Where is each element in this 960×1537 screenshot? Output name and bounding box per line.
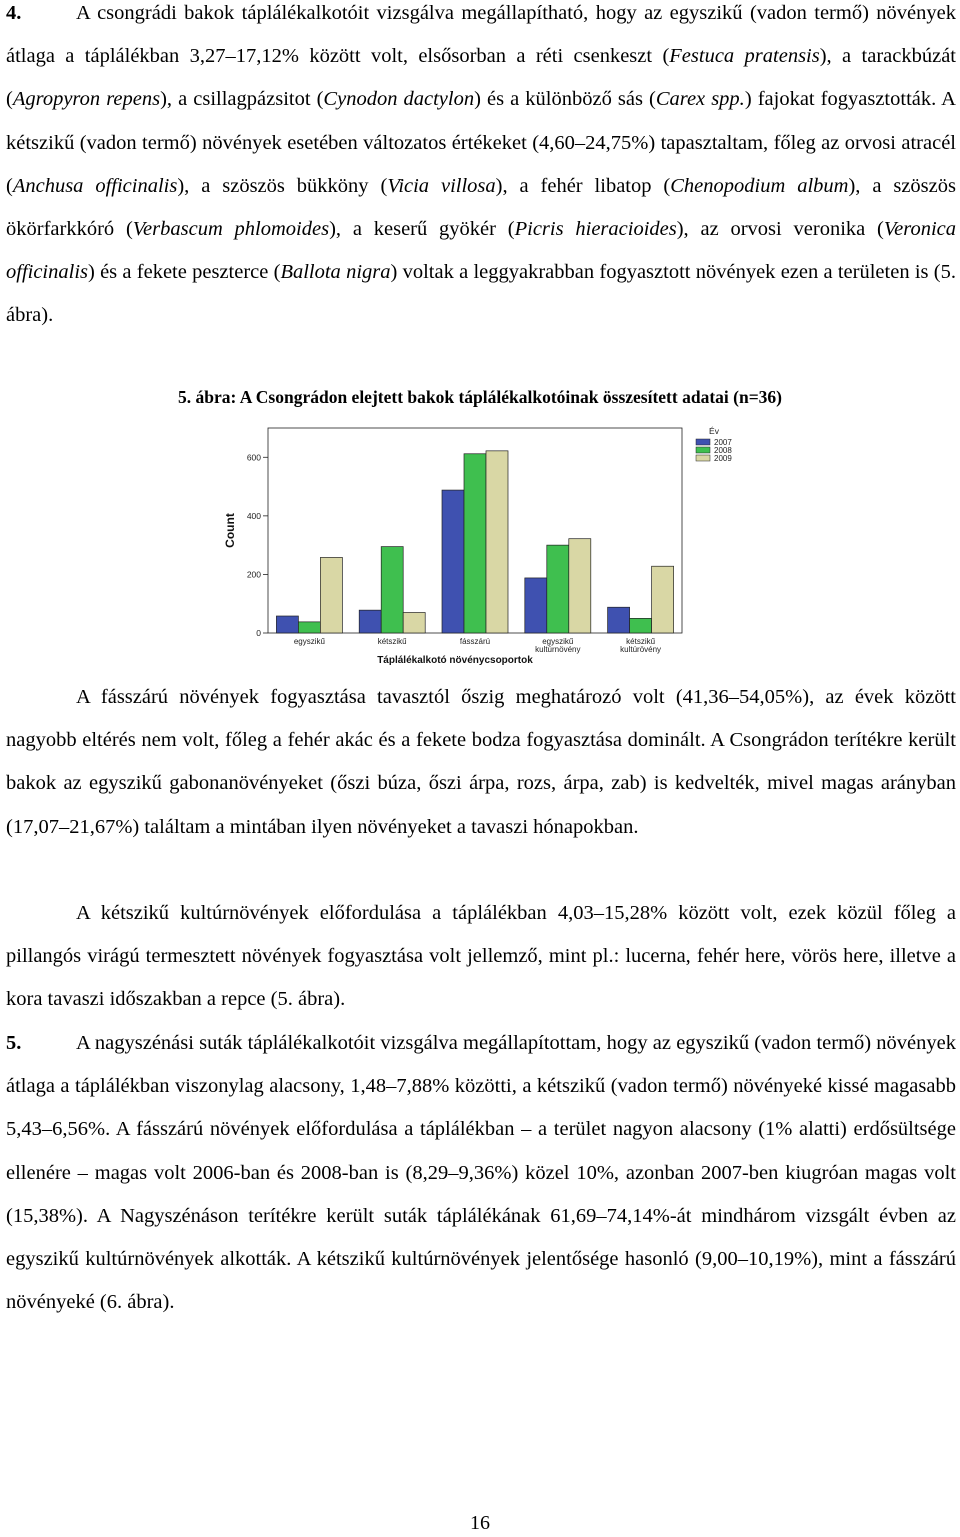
bar	[547, 545, 569, 633]
bar	[608, 607, 630, 633]
x-tick-label: kultúrövény	[620, 645, 662, 654]
x-axis-label: Táplálékalkotó növénycsoportok	[377, 655, 533, 666]
paragraph-body	[6, 2, 956, 326]
bar	[381, 547, 403, 633]
text-run: ), a csillagpázsitot (	[160, 88, 324, 111]
bar	[442, 490, 464, 633]
y-tick-label: 0	[256, 628, 261, 638]
x-tick-label: kétszikű	[377, 637, 407, 646]
species-name: Festuca pratensis	[669, 45, 820, 68]
y-tick-label: 200	[246, 569, 261, 580]
text-run: ) és a különböző sás (	[474, 88, 656, 111]
figure-caption: 5. ábra: A Csongrádon elejtett bakok táplálékalkotóinak összesített adatai (n=36)	[177, 387, 782, 407]
x-tick-label: kétszikű	[626, 637, 656, 646]
species-name: Verbascum phlomoides	[132, 218, 330, 241]
paragraph-body: A nagyszénási suták táplálékalkotóit vizsgálva megállapítottam, hogy az egyszikű (vadon termő) növények átlaga a táplálékban viszonylag alacsony, 1,48–7,88% közötti, a kétszikű (vadon termő) növényeké kissé magasabb 5,43–6,56%. A fásszárú növények előfordulása a táplálékban – a terület nagyon alacsony (1% alatti) erdősültsége ellenére – magas volt 2006-ban és 2008-ban is (8,29–9,36%) közel 10%, azonban 2007-ben kiugróan magas volt (15,38%). A Nagyszénáson terítékre került suták táplálékának 61,69–74,14%-át mindhárom vizsgált évben az egyszikű kultúrnövények alkották. A kétszikű kultúrnövények jelentősége hasonló (9,00–10,19%), mint a fásszárú növényeké (6. ábra).	[6, 1032, 956, 1314]
bar	[569, 539, 591, 633]
bar	[403, 613, 425, 634]
text-run: ), a fehér libatop (	[495, 174, 671, 197]
text-run: ), a szöszös ökörfarkkóró (	[6, 174, 956, 241]
bar	[276, 616, 298, 633]
bar	[630, 618, 652, 633]
species-name: Agropyron repens	[12, 88, 161, 111]
text-run: A csongrádi bakok táplálékalkotóit vizsgálva megállapítható, hogy az egyszikű (vadon termő) növények átlaga a táplálékban 3,27–17,12% között volt, elsősorban a réti csenkeszt (	[6, 2, 956, 68]
text-run: ), a keserű gyökér (	[329, 218, 515, 241]
x-tick-label: fásszárú	[459, 637, 491, 646]
y-axis-label: Count	[223, 513, 237, 548]
species-name: Veronica officinalis	[6, 218, 957, 284]
text-run: ) voltak a leggyakrabban fogyasztott növények ezen a területen is (5. ábra).	[6, 261, 956, 327]
paragraph-4	[6, 0, 956, 338]
bar	[652, 566, 674, 633]
species-name: Chenopodium album	[670, 174, 849, 197]
text-run: ), a tarackbúzát (	[6, 45, 956, 111]
y-tick-label: 400	[246, 510, 261, 521]
x-tick-label: egyszikű	[293, 637, 325, 646]
text-run: ) fajokat fogyasztották. A kétszikű (vadon termő) növények esetében változatos értékeket (4,60–24,75%) tapasztaltam, főleg az orvosi atracél (	[6, 88, 956, 197]
x-tick-label: kultúrnövény	[535, 645, 581, 654]
legend-label: 2007	[714, 438, 732, 447]
bar	[525, 578, 547, 633]
paragraph-5	[6, 1022, 956, 1324]
paragraph-ketsziku: A kétszikű kultúrnövények előfordulása a táplálékban 4,03–15,28% között volt, ezek közül főleg a pillangós virágú termesztett növények fogyasztása volt jellemző, mint pl.: lucerna, fehér here, vörös here, illetve a kora tavaszi időszakban a repce (5. ábra).	[6, 902, 956, 1011]
legend-title: Év	[709, 426, 719, 436]
bar	[464, 454, 486, 633]
species-name: Picris hieracioides	[514, 218, 677, 241]
text-run: ), az orvosi veronika (	[676, 218, 884, 241]
bar	[486, 451, 508, 633]
paragraph-number: 4.	[6, 2, 22, 24]
species-name: Carex spp.	[655, 88, 745, 111]
legend-swatch	[696, 439, 710, 445]
text-run: ), a szöszös bükköny (	[177, 174, 388, 197]
species-name: Vicia villosa	[387, 174, 496, 197]
bar	[298, 622, 320, 633]
paragraph-fasszaru: A fásszárú növények fogyasztása tavasztól őszig meghatározó volt (41,36–54,05%), az évek között nagyobb eltérés nem volt, főleg a fehér akác és a fekete bodza fogyasztása dominált. A Csongrádon terítékre került bakok az egyszikű gabonanövényeket (őszi búza, őszi árpa, rozs, árpa, zab) is kedvelték, mivel magas arányban (17,07–21,67%) találtam a mintában ilyen növényeket a tavaszi hónapokban.	[6, 686, 956, 838]
x-tick-label: egyszikű	[542, 637, 574, 646]
bar	[320, 557, 342, 633]
legend-label: 2008	[714, 446, 732, 455]
page-number: 16	[470, 1512, 490, 1534]
species-name: Anchusa officinalis	[12, 174, 178, 197]
legend-swatch	[696, 447, 710, 453]
legend-label: 2009	[714, 454, 732, 463]
species-name: Ballota nigra	[280, 261, 391, 284]
bar	[359, 610, 381, 633]
bar-chart	[210, 420, 750, 670]
text-run: ) és a fekete peszterce (	[88, 261, 281, 284]
legend-swatch	[696, 455, 710, 461]
paragraph-number: 5.	[6, 1032, 22, 1054]
y-tick-label: 600	[246, 452, 261, 463]
species-name: Cynodon dactylon	[323, 88, 475, 111]
